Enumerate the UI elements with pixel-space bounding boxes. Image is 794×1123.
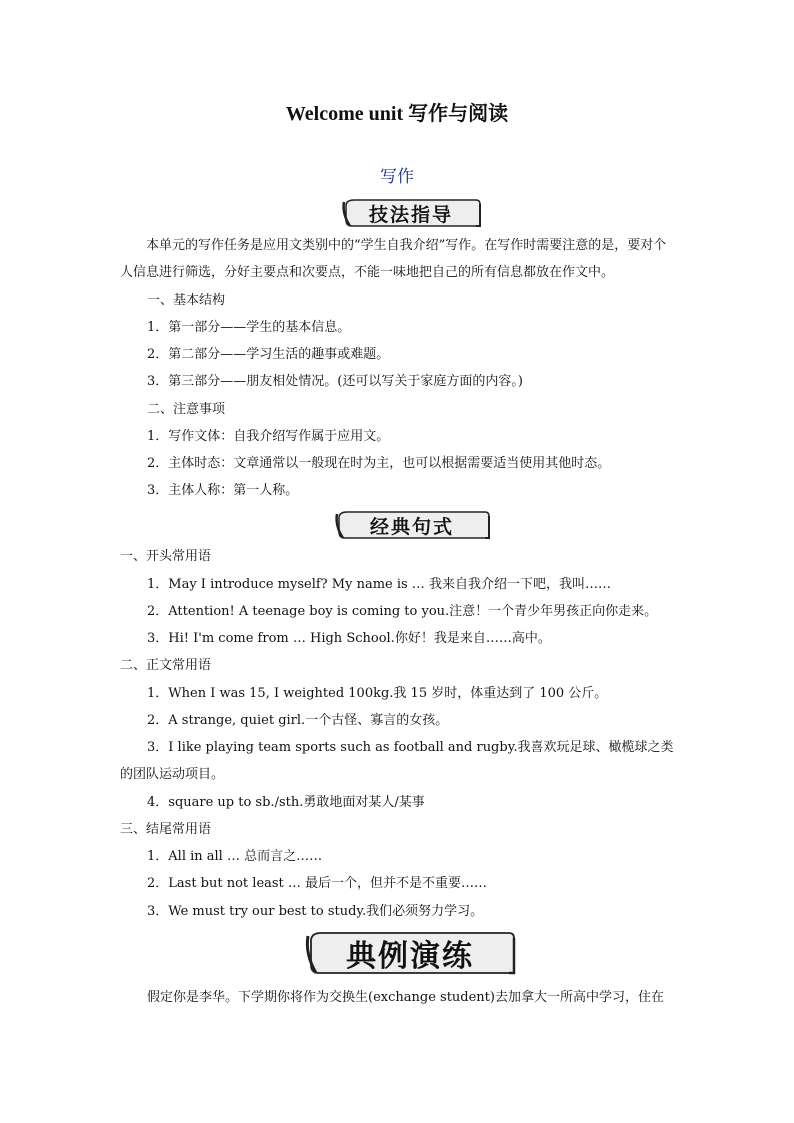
body-item: 1．When I was 15, I weighted 100kg.我 15 岁时，体重达到了 100 公斤。 <box>147 686 608 701</box>
ending-item: 2．Last but not least … 最后一个，但并不是不重要…… <box>147 876 488 891</box>
opening-item: 3．Hi! I'm come from … High School.你好！我是来自……高中。 <box>147 631 551 646</box>
body-item: 4．square up to sb./sth.勇敢地面对某人/某事 <box>147 795 425 810</box>
structure-heading: 一、基本结构 <box>147 293 226 308</box>
notes-item: 3．主体人称：第一人称。 <box>147 483 299 498</box>
banner-example-practice: 典例演练 <box>303 928 517 978</box>
notes-item: 2．主体时态：文章通常以一般现在时为主，也可以根据需要适当使用其他时态。 <box>147 456 611 471</box>
notes-heading: 二、注意事项 <box>147 402 226 417</box>
example-paragraph: 假定你是李华。下学期你将作为交换生(exchange student)去加拿大一所高中学习，住在 <box>147 990 664 1005</box>
section-heading-writing: 写作 <box>380 167 414 187</box>
opening-item: 2．Attention! A teenage boy is coming to you.注意！一个青少年男孩正向你走来。 <box>147 604 658 619</box>
structure-item: 2．第二部分——学习生活的趣事或难题。 <box>147 347 390 362</box>
structure-item: 1．第一部分——学生的基本信息。 <box>147 320 351 335</box>
body-item: 3．I like playing team sports such as football and rugby.我喜欢玩足球、橄榄球之类的团队运动项目。 <box>120 740 674 782</box>
body-heading: 二、正文常用语 <box>120 658 212 673</box>
body-item: 2．A strange, quiet girl.一个古怪、寡言的女孩。 <box>147 713 449 728</box>
page-title: Welcome unit 写作与阅读 <box>285 103 509 125</box>
opening-item: 1．May I introduce myself? My name is … 我来自我介绍一下吧，我叫…… <box>147 577 611 592</box>
notes-item: 1．写作文体：自我介绍写作属于应用文。 <box>147 429 390 444</box>
ending-heading: 三、结尾常用语 <box>120 822 212 837</box>
intro-paragraph: 本单元的写作任务是应用文类别中的“学生自我介绍”写作。在写作时需要注意的是，要对个人信息进行筛选，分好主要点和次要点，不能一味地把自己的所有信息都放在作文中。 <box>120 238 667 280</box>
banner-technique-guide: 技法指导 <box>340 196 482 230</box>
banner-classic-sentences: 经典句式 <box>333 508 491 542</box>
ending-item: 3．We must try our best to study.我们必须努力学习。 <box>147 904 484 919</box>
opening-heading: 一、开头常用语 <box>120 549 212 564</box>
ending-item: 1．All in all … 总而言之…… <box>147 849 323 864</box>
structure-item: 3．第三部分——朋友相处情况。(还可以写关于家庭方面的内容。) <box>147 374 523 389</box>
